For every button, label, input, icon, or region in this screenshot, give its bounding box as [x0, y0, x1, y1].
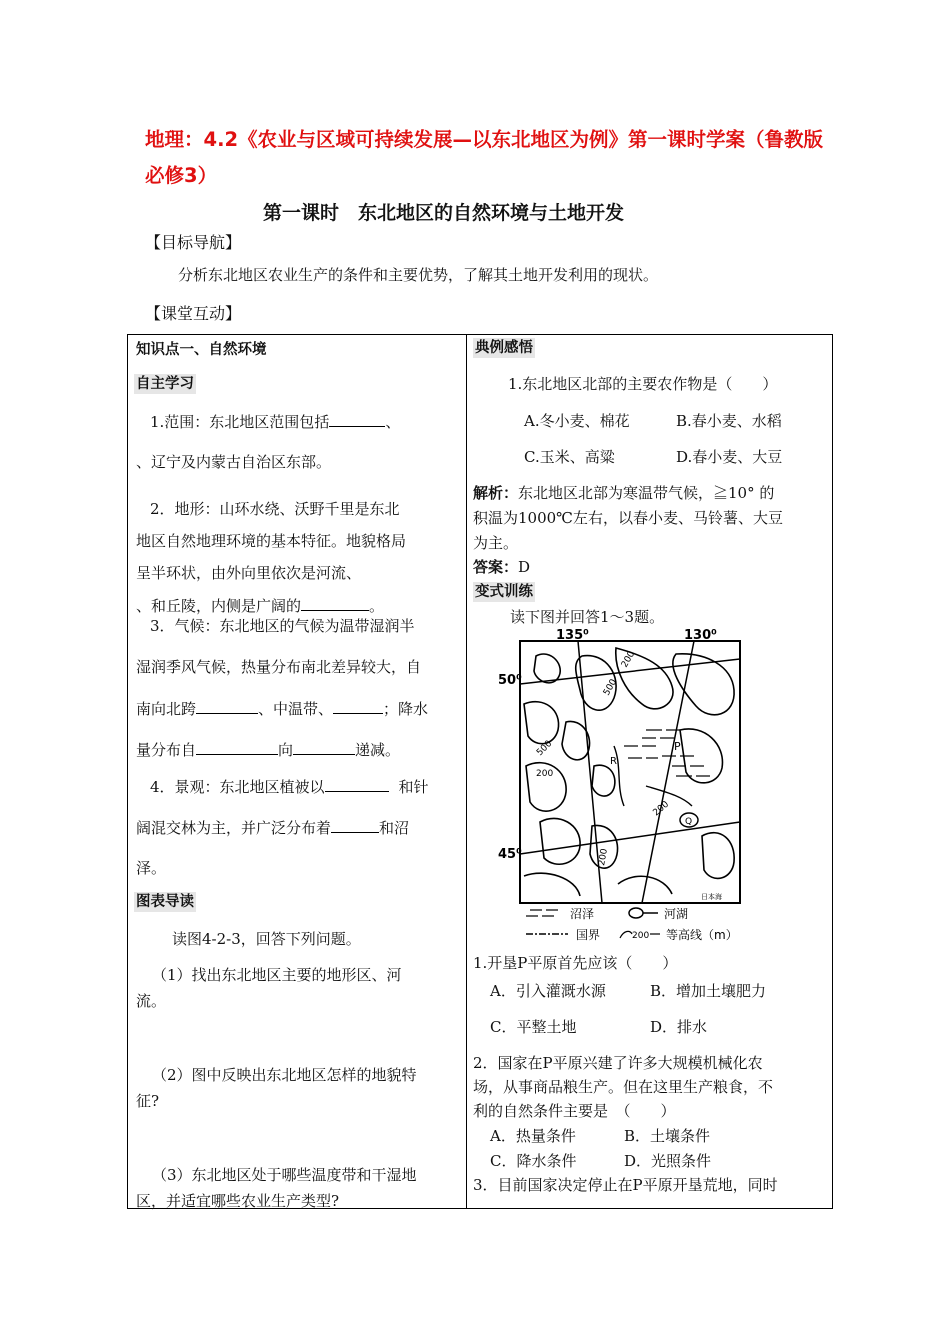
item3-text: 量分布自	[136, 741, 197, 759]
item3-line1: 3．气候：东北地区的气候为温带湿润半	[150, 617, 415, 635]
interact-heading: 【课堂互动】	[145, 304, 242, 323]
training-q1-option-b: B．增加土壤肥力	[650, 982, 767, 1000]
knowledge-point-title: 知识点一、自然环境	[136, 342, 267, 358]
legend-border-label: 国界	[576, 928, 601, 942]
analysis-line3: 为主。	[473, 534, 519, 552]
item1-text: 1.范围：东北地区范围包括	[150, 413, 330, 431]
blank[interactable]	[196, 738, 278, 755]
item4-line3: 泽。	[136, 859, 167, 877]
example-option-c: C.玉米、高粱	[524, 448, 615, 466]
point-r: R	[610, 756, 617, 767]
training-q2-line2: 场，从事商品粮生产。但在这里生产粮食，不	[473, 1078, 774, 1096]
item3-line3	[136, 697, 428, 719]
answer-line	[473, 556, 530, 577]
contour-label: 500	[535, 738, 555, 759]
example-option-a: A.冬小麦、棉花	[524, 412, 630, 430]
longitude-label-130: 130⁰	[684, 628, 717, 643]
sea-label: 日本海	[701, 893, 722, 901]
swamp-marks	[624, 730, 710, 776]
training-q1-option-c: C．平整土地	[490, 1018, 577, 1036]
item2-text: 呈半环状，由外向里依次是河流、	[136, 564, 362, 582]
training-q1: 1.开垦P平原首先应该（ ）	[473, 954, 678, 972]
legend-swamp-label: 沼泽	[570, 907, 595, 921]
item1-line2: 、辽宁及内蒙古自治区东部。	[136, 453, 332, 471]
item4-text: 和针	[398, 778, 429, 796]
analysis-line2: 积温为1000℃左右，以春小麦、马铃薯、大豆	[473, 509, 783, 527]
training-q2-option-a: A．热量条件	[490, 1127, 576, 1145]
map-legend	[526, 906, 738, 942]
item3-text: ；降水	[383, 700, 429, 718]
page-title: 地理：4.2《农业与区域可持续发展—以东北地区为例》第一课时学案（鲁教版必修3）	[145, 128, 824, 187]
item1-line1: 1.范围：东北地区范围包括 、	[150, 410, 400, 432]
example-option-d: D.春小麦、大豆	[676, 448, 783, 466]
item4-text: 阔混交林为主，并广泛分布着	[136, 819, 332, 837]
contour-label: 200	[597, 847, 610, 867]
example-question: 1.东北地区北部的主要农作物是（ ）	[508, 375, 778, 393]
item3-text: 南向北跨	[136, 700, 197, 718]
northeast-map	[496, 626, 764, 946]
lesson-subtitle: 第一课时 东北地区的自然环境与土地开发	[263, 202, 625, 224]
item2-line2: 地区自然地理环境的基本特征。地貌格局	[136, 532, 407, 550]
chart-reading-tag: 图表导读	[136, 894, 194, 910]
legend-contour-value: 200	[632, 931, 650, 941]
blank[interactable]	[329, 410, 385, 427]
goal-text: 分析东北地区农业生产的条件和主要优势，了解其土地开发利用的现状。	[178, 266, 659, 284]
example-option-b: B.春小麦、水稻	[676, 412, 782, 430]
legend-contour-label: 等高线（m）	[666, 928, 738, 942]
self-study-tag: 自主学习	[136, 376, 194, 392]
contour-lines	[524, 648, 734, 896]
training-q1-option-d: D．排水	[650, 1018, 708, 1036]
goal-heading: 【目标导航】	[145, 233, 242, 252]
item3-line4	[136, 738, 400, 760]
question3-line1: （3）东北地区处于哪些温度带和干湿地	[152, 1166, 417, 1184]
training-q2-option-c: C．降水条件	[490, 1152, 577, 1170]
contour-label: 500	[601, 677, 620, 698]
example-tag: 典例感悟	[475, 340, 533, 356]
item2-text: 和丘陵，内侧是广阔的	[151, 597, 302, 615]
training-q2-line1: 2．国家在P平原兴建了许多大规模机械化农	[473, 1054, 763, 1072]
item4-line2	[136, 816, 409, 838]
longitude-label-135: 135⁰	[556, 628, 589, 643]
blank[interactable]	[325, 775, 389, 792]
item4-text: 4．景观：东北地区植被以	[150, 778, 325, 796]
legend-lake-label: 河湖	[664, 907, 689, 921]
training-q2-line3: 利的自然条件主要是 （ ）	[473, 1102, 676, 1120]
training-tag: 变式训练	[475, 584, 533, 600]
training-q2-option-b: B．土壤条件	[624, 1127, 711, 1145]
item3-text: 、中温带、	[258, 700, 334, 718]
item4-text: 和沼	[379, 819, 410, 837]
contour-label: 200	[651, 799, 672, 819]
blank[interactable]	[196, 697, 258, 714]
point-q: Q	[685, 817, 693, 827]
item3-text: 递减。	[355, 741, 401, 759]
latitude-label-45: 45⁰	[498, 847, 522, 862]
question3-line2: 区，并适宜哪些农业生产类型?	[136, 1192, 340, 1210]
question2-line2: 征?	[136, 1092, 160, 1110]
answer-label: 答案：	[473, 558, 519, 576]
blank[interactable]	[331, 816, 379, 833]
analysis-label: 解析：	[473, 484, 519, 502]
training-q3-line1: 3．目前国家决定停止在P平原开垦荒地，同时	[473, 1176, 778, 1194]
blank[interactable]	[301, 594, 369, 611]
analysis-line1	[473, 482, 774, 503]
item2-line1: 2．地形：山环水绕、沃野千里是东北	[150, 500, 400, 518]
training-q2-option-d: D．光照条件	[624, 1152, 712, 1170]
question1-line1: （1）找出东北地区主要的地形区、河	[152, 966, 402, 984]
training-q1-option-a: A．引入灌溉水源	[490, 982, 606, 1000]
blank[interactable]	[333, 697, 383, 714]
item4-line1	[150, 775, 429, 797]
chart-intro: 读图4-2-3，回答下列问题。	[172, 930, 361, 948]
item3-text: 向	[278, 741, 294, 759]
blank[interactable]	[293, 738, 355, 755]
contour-label: 200	[536, 769, 554, 779]
item2-line4: 、和丘陵，内侧是广阔的 。	[136, 594, 384, 616]
answer-value: D	[518, 558, 531, 576]
point-p: P	[674, 740, 681, 753]
training-intro: 读下图并回答1～3题。	[510, 608, 665, 626]
column-divider	[466, 334, 467, 1209]
contour-label: 200	[619, 649, 638, 670]
parallel-45	[520, 822, 740, 854]
item3-line2: 湿润季风气候，热量分布南北差异较大，自	[136, 658, 422, 676]
latitude-label-50: 50⁰	[498, 673, 522, 688]
analysis-text: 东北地区北部为寒温带气候，≧10° 的	[518, 484, 775, 502]
question1-line2: 流。	[136, 992, 167, 1010]
item2-line3	[136, 562, 361, 583]
question2-line1: （2）图中反映出东北地区怎样的地貌特	[152, 1066, 417, 1084]
